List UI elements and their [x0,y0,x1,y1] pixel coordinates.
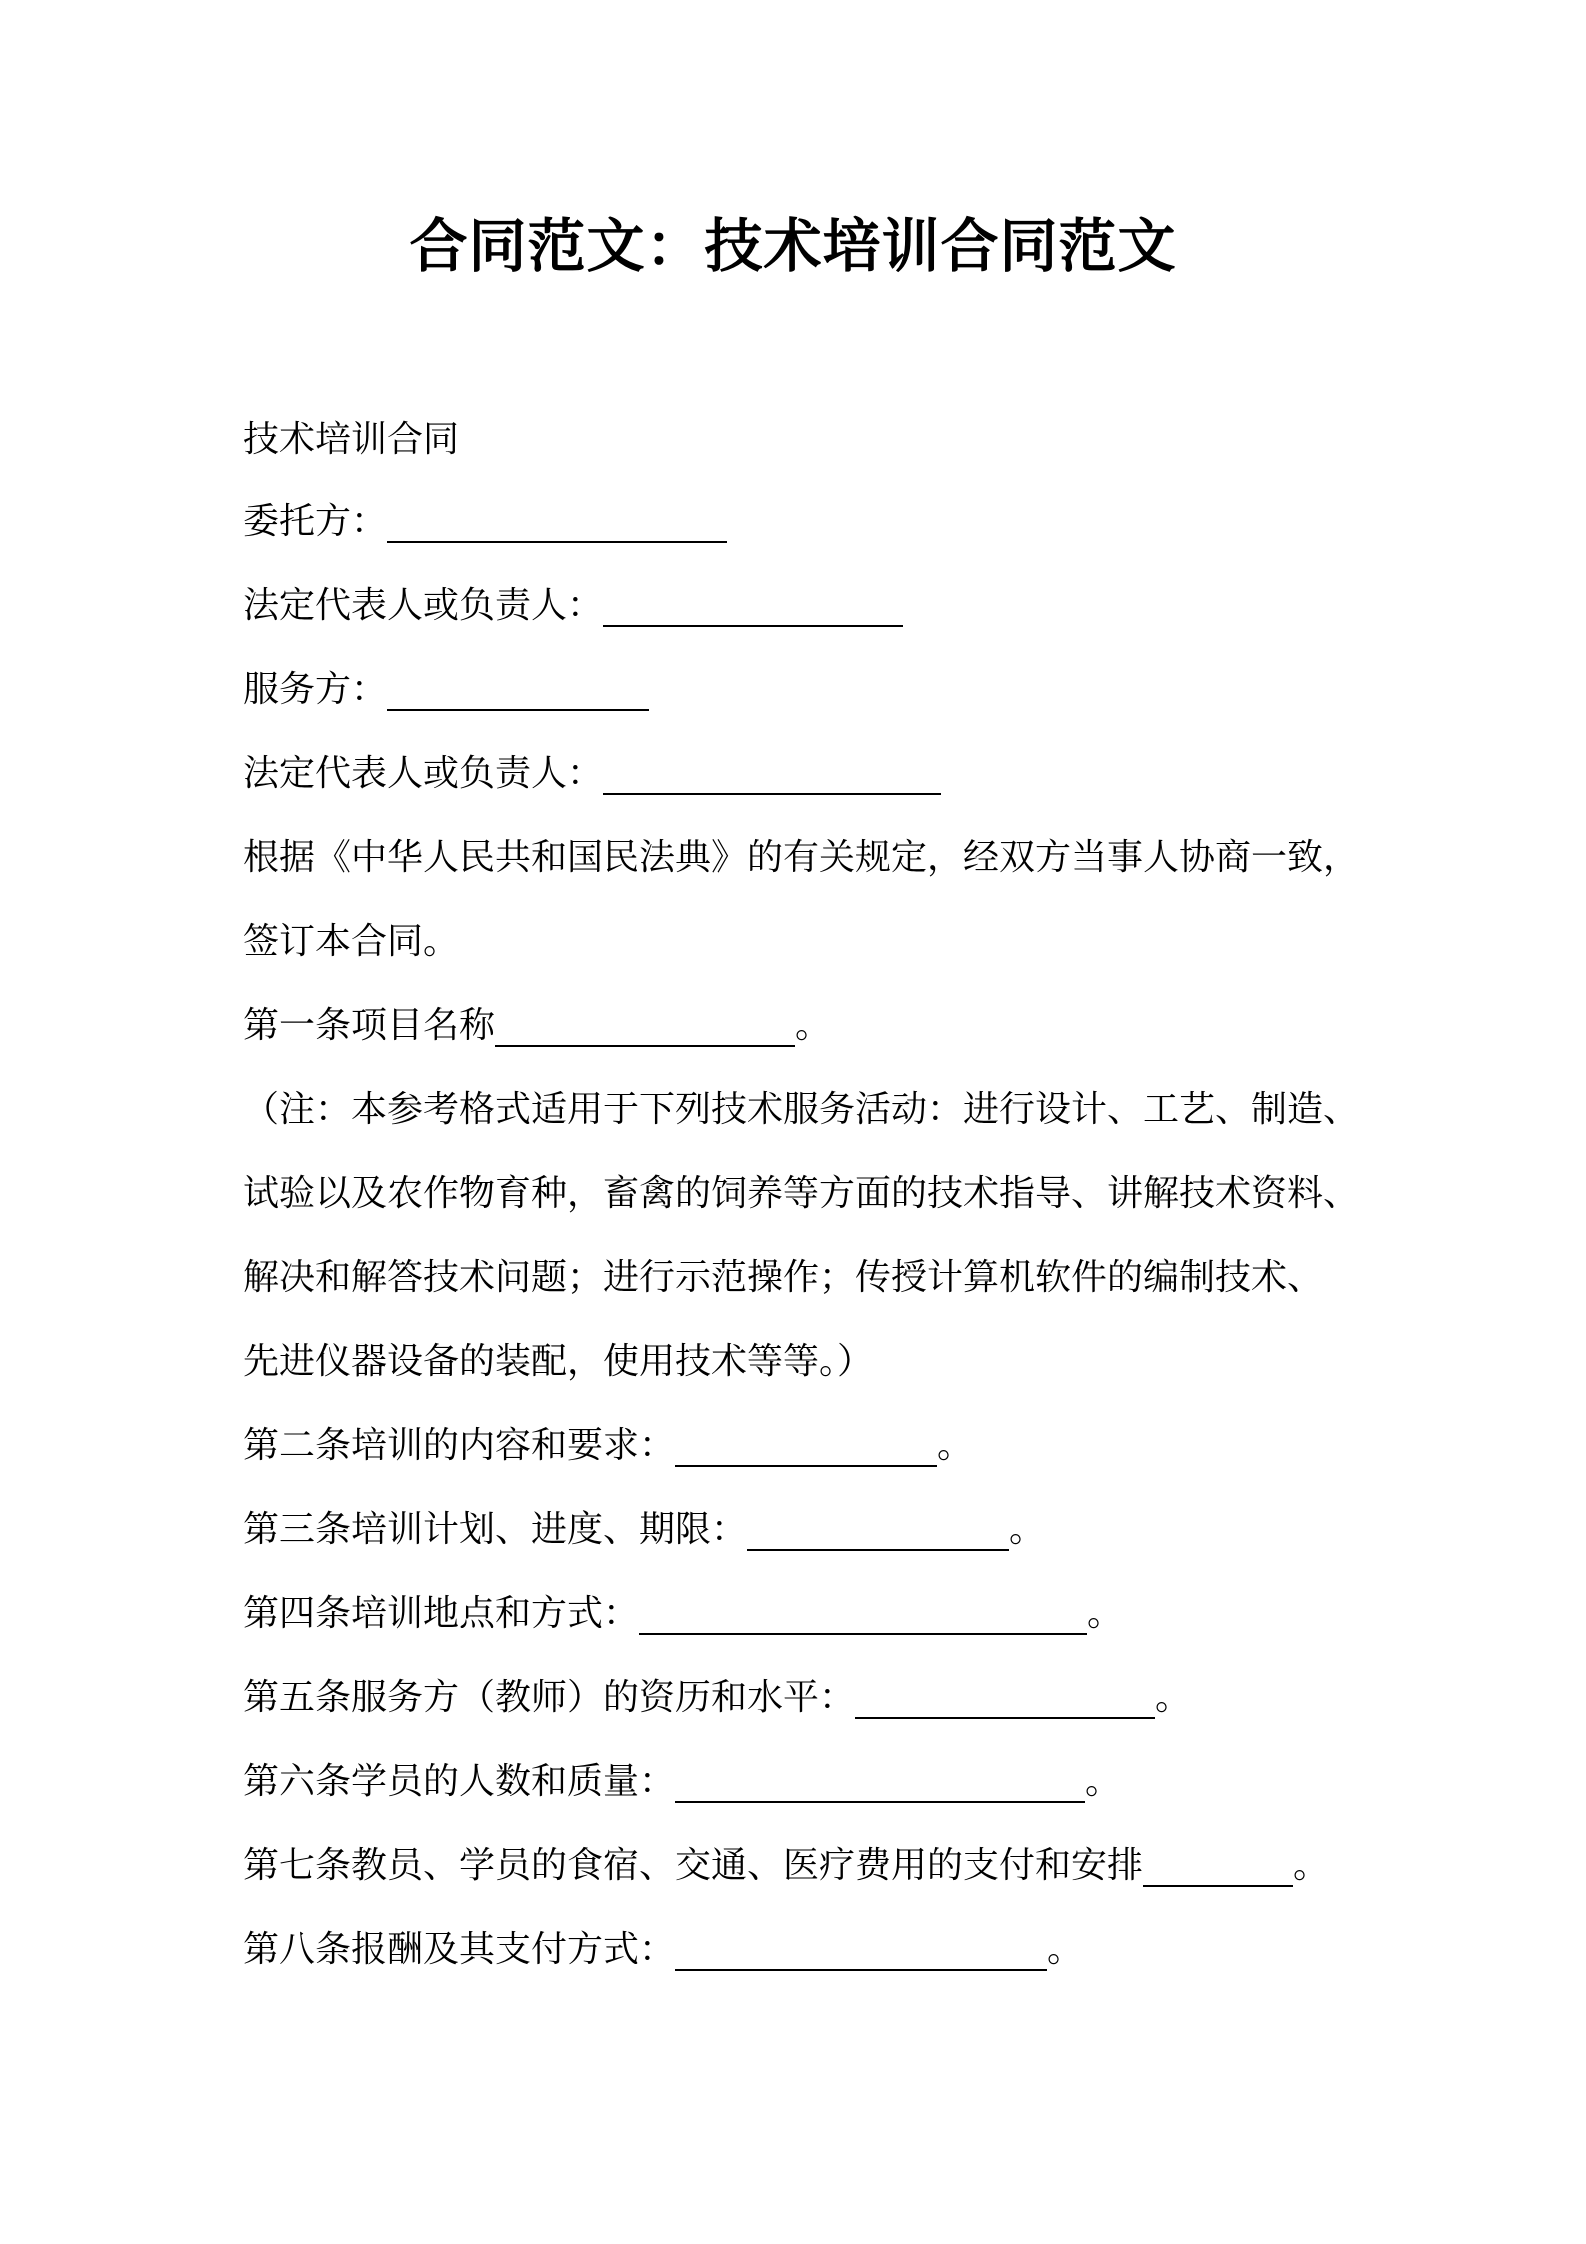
client-rep-blank [603,587,903,627]
note-line-2: 试验以及农作物育种，畜禽的饲养等方面的技术指导、讲解技术资料、 [243,1173,1360,1214]
article-5-label: 第五条服务方（教师）的资历和水平： [243,1677,856,1718]
client-blank [387,503,727,543]
article-7-blank [1143,1847,1293,1887]
document-title: 合同范文：技术培训合同范文 [409,212,1177,280]
client-line [243,492,727,552]
article-7-period: 。 [1293,1845,1330,1886]
client-label: 委托方： [243,501,388,542]
client-rep-label: 法定代表人或负责人： [243,585,604,626]
article-1-label: 第一条项目名称 [243,1005,496,1046]
article-8-blank [675,1931,1047,1971]
provider-line [243,660,649,720]
article-3-blank [747,1511,1009,1551]
article-8-line [243,1920,1083,1980]
article-6-blank [675,1763,1085,1803]
note-line-4: 先进仪器设备的装配，使用技术等等。） [243,1341,874,1382]
article-6-label: 第六条学员的人数和质量： [243,1761,676,1802]
article-7-label: 第七条教员、学员的食宿、交通、医疗费用的支付和安排 [243,1845,1144,1886]
article-4-blank [639,1595,1087,1635]
article-3-line [243,1500,1045,1560]
article-5-blank [855,1679,1155,1719]
article-1-period: 。 [795,1005,832,1046]
article-5-period: 。 [1155,1677,1192,1718]
provider-rep-blank [603,755,941,795]
article-1-line [243,996,831,1056]
article-2-blank [675,1427,937,1467]
article-6-period: 。 [1085,1761,1122,1802]
article-8-label: 第八条报酬及其支付方式： [243,1929,676,1970]
provider-rep-label: 法定代表人或负责人： [243,753,604,794]
article-7-line [243,1836,1329,1896]
article-6-line [243,1752,1121,1812]
article-2-label: 第二条培训的内容和要求： [243,1425,676,1466]
article-2-period: 。 [937,1425,974,1466]
note-line-1: （注：本参考格式适用于下列技术服务活动：进行设计、工艺、制造、 [243,1089,1360,1130]
preamble-line-2: 签订本合同。 [243,921,460,962]
article-3-label: 第三条培训计划、进度、期限： [243,1509,748,1550]
provider-label: 服务方： [243,669,388,710]
provider-rep-line [243,744,941,804]
provider-blank [387,671,649,711]
note-line-3: 解决和解答技术问题；进行示范操作；传授计算机软件的编制技术、 [243,1257,1324,1298]
article-4-line [243,1584,1123,1644]
article-4-label: 第四条培训地点和方式： [243,1593,640,1634]
article-4-period: 。 [1087,1593,1124,1634]
article-5-line [243,1668,1191,1728]
article-8-period: 。 [1047,1929,1084,1970]
article-2-line [243,1416,973,1476]
preamble-line-1: 根据《中华人民共和国民法典》的有关规定，经双方当事人协商一致， [243,837,1360,878]
client-rep-line [243,576,903,636]
contract-subtitle: 技术培训合同 [243,419,460,460]
article-1-blank [495,1007,795,1047]
article-3-period: 。 [1009,1509,1046,1550]
